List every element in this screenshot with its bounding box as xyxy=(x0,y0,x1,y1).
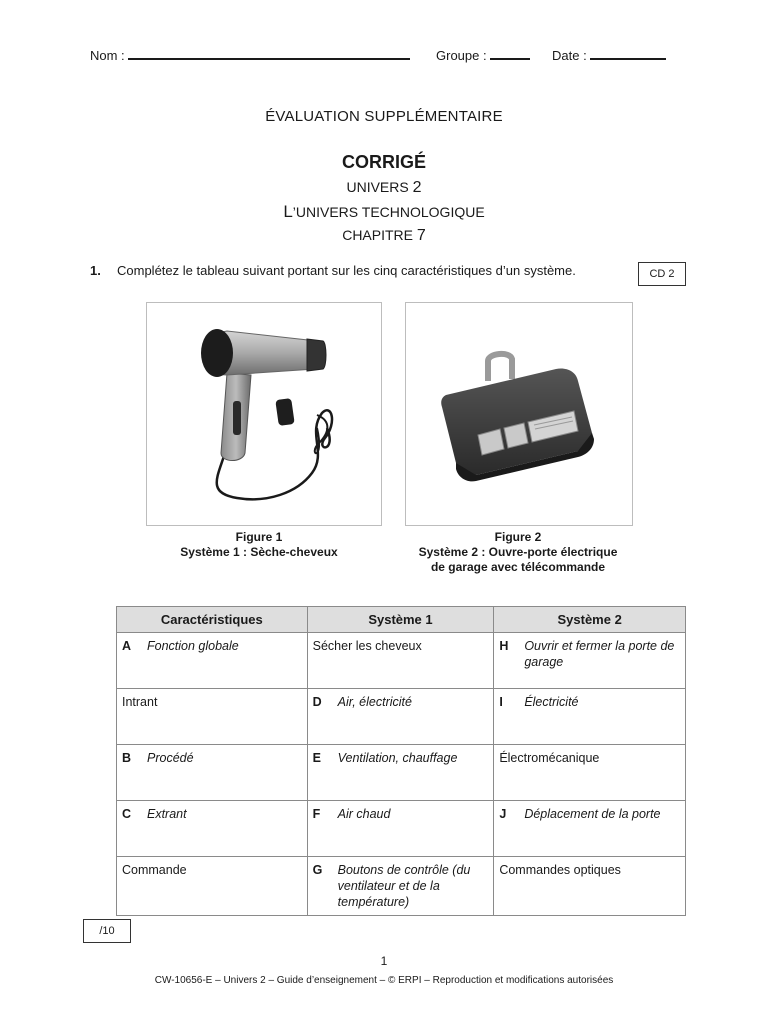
cell-text: Procédé xyxy=(147,751,194,765)
groupe-line[interactable] xyxy=(490,46,530,60)
date-field-row xyxy=(552,46,666,63)
table-row xyxy=(117,633,686,689)
score-box: /10 xyxy=(83,919,131,943)
cell-text: Sécher les cheveux xyxy=(312,639,422,653)
cell-content xyxy=(494,689,685,710)
page-number: 1 xyxy=(380,954,388,968)
cell-text: Air chaud xyxy=(337,807,391,821)
header-systeme-2: Système 2 xyxy=(494,607,686,633)
figure-2-text-line-1: Système 2 : Ouvre-porte électrique xyxy=(418,545,618,559)
table-row xyxy=(117,745,686,801)
cell-text: Électricité xyxy=(524,695,579,709)
nom-line[interactable] xyxy=(128,46,410,60)
table-row xyxy=(117,801,686,857)
cd-badge: CD 2 xyxy=(638,262,686,286)
answer-letter: H xyxy=(499,639,509,653)
cell-content xyxy=(494,633,685,670)
univers-word: UNIVERS xyxy=(346,179,409,195)
table-cell xyxy=(117,801,308,857)
table-cell xyxy=(117,633,308,689)
cell-content xyxy=(308,801,494,822)
table-cell xyxy=(494,801,686,857)
cell-text: Fonction globale xyxy=(147,639,239,653)
figure-2-caption xyxy=(395,530,641,575)
cell-text: Ventilation, chauffage xyxy=(337,751,458,765)
l-letter: L xyxy=(283,202,293,221)
univers-number: 2 xyxy=(412,179,422,196)
hair-dryer-illustration xyxy=(147,303,381,525)
table-cell xyxy=(494,857,686,916)
cell-content xyxy=(117,689,307,710)
groupe-label: Groupe : xyxy=(436,48,487,63)
cell-content xyxy=(308,857,494,910)
answer-letter: G xyxy=(312,863,323,877)
answer-letter: I xyxy=(499,695,503,709)
cell-text: Électromécanique xyxy=(499,751,600,765)
univers-line xyxy=(0,179,768,197)
cell-content xyxy=(494,857,685,878)
answer-letter: J xyxy=(499,807,507,821)
chapitre-word: CHAPITRE xyxy=(342,227,413,243)
figure-1-title: Figure 1 xyxy=(235,530,283,544)
cell-text: Extrant xyxy=(147,807,187,821)
cell-content xyxy=(117,745,307,766)
corrige-title: CORRIGÉ xyxy=(341,152,426,172)
cell-text: Air, électricité xyxy=(337,695,412,709)
figure-1-caption xyxy=(146,530,372,560)
cell-content xyxy=(117,857,307,878)
table-cell xyxy=(494,689,686,745)
header-caracteristiques: Caractéristiques xyxy=(117,607,308,633)
date-line[interactable] xyxy=(590,46,666,60)
nom-label: Nom : xyxy=(90,48,125,63)
cell-content xyxy=(494,801,685,822)
cell-content xyxy=(308,633,494,654)
table-cell xyxy=(494,745,686,801)
answer-letter: F xyxy=(312,807,321,821)
header-systeme-1: Système 1 xyxy=(307,607,494,633)
date-label: Date : xyxy=(552,48,587,63)
chapitre-line xyxy=(0,227,768,245)
univers-tech-text: ’UNIVERS TECHNOLOGIQUE xyxy=(292,204,485,220)
figure-2-image xyxy=(405,302,633,526)
answer-letter: B xyxy=(122,751,132,765)
table-cell xyxy=(307,801,494,857)
name-field-row xyxy=(90,46,410,63)
table-cell xyxy=(117,689,308,745)
cell-content xyxy=(308,745,494,766)
evaluation-title: ÉVALUATION SUPPLÉMENTAIRE xyxy=(265,108,503,125)
cell-content xyxy=(308,689,494,710)
cell-content xyxy=(117,633,307,654)
table-cell xyxy=(307,633,494,689)
univers-tech-line xyxy=(0,202,768,222)
table-row xyxy=(117,689,686,745)
systems-table xyxy=(116,606,686,916)
table-cell xyxy=(307,857,494,916)
table-cell xyxy=(307,689,494,745)
figure-2-text-line-2: de garage avec télécommande xyxy=(430,560,606,574)
figure-1-text: Système 1 : Sèche-cheveux xyxy=(180,545,338,559)
cell-text: Commande xyxy=(122,863,187,877)
cell-text: Boutons de contrôle (du ventilateur et de la température) xyxy=(337,863,471,909)
table-cell xyxy=(307,745,494,801)
table-cell xyxy=(117,857,308,916)
groupe-field-row xyxy=(436,46,530,63)
cell-content xyxy=(117,801,307,822)
table-row xyxy=(117,857,686,916)
figure-1-image xyxy=(146,302,382,526)
answer-letter: D xyxy=(312,695,322,709)
question-text: Complétez le tableau suivant portant sur les cinq caractéristiques d’un système. xyxy=(117,263,576,278)
chapitre-number: 7 xyxy=(416,227,426,244)
answer-letter: A xyxy=(122,639,132,653)
cell-text: Ouvrir et fermer la porte de garage xyxy=(524,639,675,669)
question-number: 1. xyxy=(90,263,101,278)
cell-text: Déplacement de la porte xyxy=(524,807,661,821)
cell-text: Commandes optiques xyxy=(499,863,621,877)
garage-remote-illustration xyxy=(406,303,632,525)
footer-text: CW-10656-E – Univers 2 – Guide d’enseignement – © ERPI – Reproduction et modifications autorisées xyxy=(154,975,614,986)
figure-2-title: Figure 2 xyxy=(494,530,542,544)
answer-letter: C xyxy=(122,807,132,821)
cell-text: Intrant xyxy=(122,695,158,709)
table-cell xyxy=(117,745,308,801)
cell-content xyxy=(494,745,685,766)
table-cell xyxy=(494,633,686,689)
answer-letter: E xyxy=(312,751,321,765)
table-header-row xyxy=(117,607,686,633)
